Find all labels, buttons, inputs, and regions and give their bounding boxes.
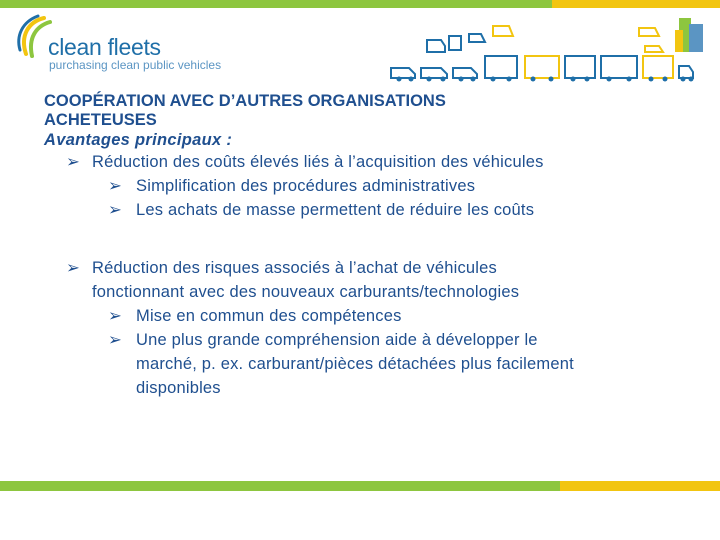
car-icon-5 (391, 68, 415, 78)
arrow-bullet-icon: ➢ (108, 201, 123, 219)
vehicles-illustration-icon (385, 16, 707, 82)
bullet-text-line-1: Réduction des risques associés à l’achat de véhicules (92, 259, 497, 277)
house-icon-2 (469, 34, 485, 42)
car-icon-1 (427, 40, 445, 52)
bus-icon-1 (601, 56, 637, 78)
bottom-accent-bar-yellow (560, 481, 720, 491)
bullet-item (44, 150, 684, 174)
top-accent-bar-green (0, 0, 552, 8)
truck-icon-2 (525, 56, 559, 78)
sub-bullet-text-line-2: marché, p. ex. carburant/pièces détachées plus facilement (136, 355, 574, 373)
car-icon-7 (453, 68, 477, 78)
city-buildings-icon (675, 18, 703, 52)
truck-icon-1 (485, 56, 517, 78)
slide-title-line-2: ACHETEUSES (44, 111, 157, 129)
van-icon-1 (565, 56, 595, 78)
clean-fleets-logo (14, 14, 224, 76)
sub-bullet-text-line-3: disponibles (136, 379, 221, 397)
bullet-item (44, 256, 684, 304)
slide-subtitle: Avantages principaux : (44, 131, 233, 149)
bus-icon-2 (643, 56, 673, 78)
arrow-bullet-icon: ➢ (108, 331, 123, 349)
logo-subtitle: purchasing clean public vehicles (49, 58, 222, 72)
arrow-bullet-icon: ➢ (108, 307, 123, 325)
bottom-accent-bar-green (0, 481, 560, 491)
car-icon-3 (639, 28, 659, 36)
sub-bullet-text: Mise en commun des compétences (136, 307, 402, 325)
sub-bullet-item (44, 304, 684, 328)
bullet-spacer (44, 222, 684, 256)
arrow-bullet-icon: ➢ (108, 177, 123, 195)
car-icon-2 (493, 26, 513, 36)
car-icon-8 (679, 66, 693, 78)
sub-bullet-text-line-1: Une plus grande compréhension aide à développer le (136, 331, 538, 349)
arrow-bullet-icon: ➢ (66, 259, 81, 277)
slide-title-line-1: COOPÉRATION AVEC D’AUTRES ORGANISATIONS (44, 92, 446, 110)
sub-bullet-text: Simplification des procédures administratives (136, 177, 476, 195)
sub-bullet-item (44, 174, 684, 198)
top-accent-bar-yellow (552, 0, 720, 8)
bullet-text-line-2: fonctionnant avec des nouveaux carburants/technologies (92, 283, 520, 301)
house-icon-1 (449, 36, 461, 50)
arrow-bullet-icon: ➢ (66, 153, 81, 171)
slide-content (44, 92, 684, 400)
sub-bullet-item (44, 328, 684, 400)
car-icon-6 (421, 68, 447, 78)
logo-title: clean fleets (48, 34, 161, 60)
bullet-text: Réduction des coûts élevés liés à l’acquisition des véhicules (92, 153, 544, 171)
sub-bullet-text: Les achats de masse permettent de réduire les coûts (136, 201, 535, 219)
sub-bullet-item (44, 198, 684, 222)
car-icon-4 (645, 46, 663, 52)
